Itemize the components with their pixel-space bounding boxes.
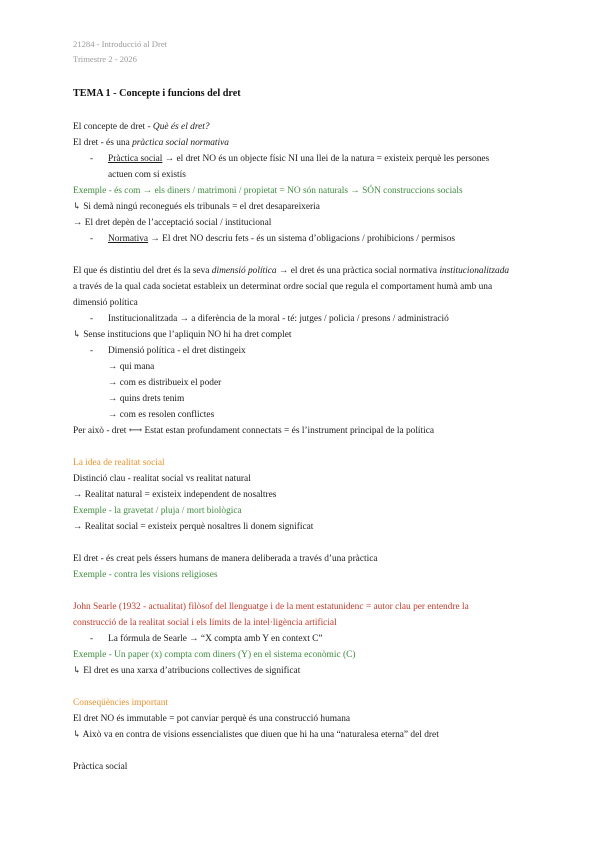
- bullet-dash: -: [90, 314, 94, 324]
- term-header: Trimestre 2 - 2026: [73, 54, 137, 64]
- note-line: ↳ El dret es una xarxa d’atribucions collectives de significat: [73, 666, 301, 676]
- paragraph-line: → Realitat natural = existeix independent de nosaltres: [73, 490, 277, 500]
- paragraph-line: dimensió política: [73, 298, 138, 308]
- paragraph-line: Pràctica social: [73, 762, 128, 772]
- searle-line: John Searle (1932 - actualitat) filòsof del llenguatge i de la ment estatunidenc = autor clau per entendre la: [73, 602, 469, 612]
- note-line: → El dret depèn de l’acceptació social / institucional: [73, 218, 272, 228]
- note-line: ↳ Si demà ningú reconegués els tribunals = el dret desapareixeria: [73, 202, 320, 212]
- normativa-point: Normativa → El dret NO descriu fets - és un sistema d’obligacions / prohibicions / permisos: [108, 234, 456, 244]
- paragraph-line: Distinció clau - realitat social vs realitat natural: [73, 474, 251, 484]
- searle-line: construcció de la realitat social i els límits de la intel·ligència artificial: [73, 618, 337, 628]
- example-line: Exemple - és com → els diners / matrimoni / propietat = NO són naturals → SÓN construccions socials: [73, 186, 463, 196]
- searle-formula-point: La fórmula de Searle → “X compta amb Y en context C”: [108, 634, 323, 644]
- bullet-dash: -: [90, 346, 94, 356]
- practica-social-cont: actuen com si existís: [108, 170, 186, 180]
- note-line: ↳ Sense institucions que l’apliquin NO hi ha dret complet: [73, 330, 292, 340]
- course-header: 21284 - Introducció al Dret: [73, 39, 168, 49]
- political-dimension-line: El que és distintiu del dret és la seva dimensió política → el dret és una pràctica social normativa institucionalitzada: [73, 266, 510, 276]
- concept-line: El concepte de dret - Què és el dret?: [73, 122, 210, 132]
- section-heading: Conseqüències important: [73, 698, 169, 708]
- list-item: → com es resolen conflictes: [108, 410, 215, 420]
- political-dimension-point: Dimensió política - el dret distingeix: [108, 346, 246, 356]
- bullet-dash: -: [90, 154, 94, 164]
- paragraph-line: a través de la qual cada societat estableix un determinat ordre social que regula el comportament humà amb una: [73, 282, 493, 292]
- page-title: TEMA 1 - Concepte i funcions del dret: [73, 88, 241, 99]
- note-line: ↳ Això va en contra de visions essencialistes que diuen que hi ha una “naturalesa eterna” del dret: [73, 730, 439, 740]
- paragraph-line: El dret NO és immutable = pot canviar perquè és una construcció humana: [73, 714, 351, 724]
- conclusion-line: Per això - dret ⟷ Estat estan profundament connectats = és l’instrument principal de la política: [73, 426, 435, 436]
- list-item: → qui mana: [108, 362, 155, 372]
- paragraph-line: → Realitat social = existeix perquè nosaltres li donem significat: [73, 522, 314, 532]
- bullet-dash: -: [90, 634, 94, 644]
- list-item: → com es distribueix el poder: [108, 378, 222, 388]
- example-line: Exemple - Un paper (x) compta com diners (Y) en el sistema econòmic (C): [73, 650, 356, 660]
- paragraph-line: El dret - és creat pels éssers humans de manera deliberada a través d’una pràctica: [73, 554, 378, 564]
- practica-social-point: Pràctica social → el dret NO és un objecte físic NI una llei de la natura = existeix perquè les persones: [108, 154, 490, 164]
- definition-line: El dret - és una pràctica social normativa: [73, 138, 229, 148]
- bullet-dash: -: [90, 234, 94, 244]
- institutionalized-point: Institucionalitzada → a diferència de la moral - té: jutges / policia / presons / administració: [108, 314, 449, 324]
- example-line: Exemple - la gravetat / pluja / mort biològica: [73, 506, 242, 516]
- example-line: Exemple - contra les visions religioses: [73, 570, 218, 580]
- list-item: → quins drets tenim: [108, 394, 185, 404]
- section-heading: La idea de realitat social: [73, 458, 165, 468]
